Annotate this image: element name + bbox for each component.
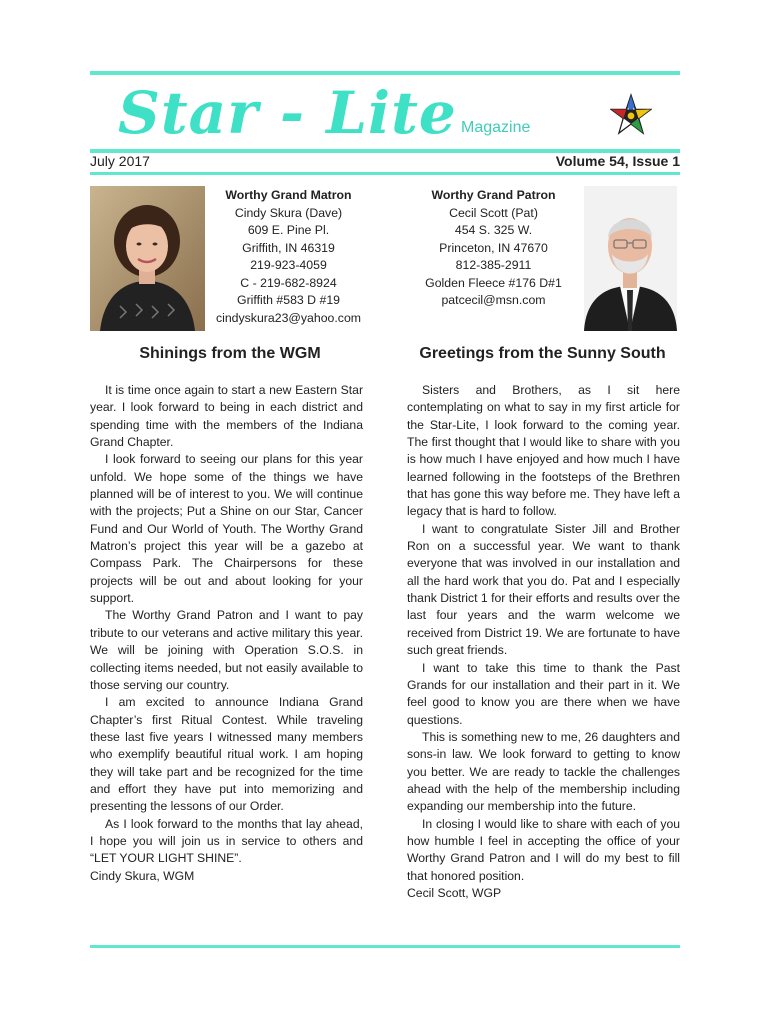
wgm-paragraph: I am excited to announce Indiana Grand Chapter’s first Ritual Contest. While traveling these last five years I witnessed many members who exemplify beautiful ritual work. I am hoping they will take part and be recognized for the time and effort they have put into memorizing and presenting the lessons of our Order. (90, 695, 363, 814)
wgp-article-heading: Greetings from the Sunny South (419, 345, 666, 362)
wgm-email: cindyskura23@yahoo.com (215, 310, 362, 325)
wgp-paragraph: This is something new to me, 26 daughters and sons-in law. We look forward to getting to know you better. We are ready to tackle the challenges ahead with the help of the membership including expanding our membership into the future. (407, 729, 680, 814)
wgm-cell: C - 219-682-8924 (240, 275, 337, 290)
wgp-street: 454 S. 325 W. (454, 223, 533, 237)
wgp-paragraph: I want to congratulate Sister Jill and Brother Ron on a successful year. We want to thank everyone that was involved in our installation and all the hard work that you do. Pat and I especially thank District 1 for their efforts and results over the last four years and the warm welcome we received from District 19. We are fortunate to have such great friends. (407, 521, 680, 658)
masthead-title: Star - Lite (118, 79, 457, 147)
wgp-article-body (407, 382, 680, 902)
wgm-paragraph: I look forward to seeing our plans for this year unfold. We hope some of the things we have planned will be of interest to you. We will continue with the projects; Put a Shine on our Star, Cancer Fund and Our World of Youth. The Worthy Grand Matron’s project this year will be a gazebo at Compass Park. The Chairpersons for these projects will be out and about looking for your support. (90, 452, 363, 606)
wgm-article-body (90, 382, 363, 885)
wgm-contact-block (207, 187, 370, 327)
wgm-phone: 219-923-4059 (250, 258, 327, 272)
wgm-title: Worthy Grand Matron (225, 188, 352, 202)
eastern-star-emblem-icon (610, 93, 652, 137)
wgm-paragraph: The Worthy Grand Patron and I want to pay tribute to our veterans and active military this year. We will be joining with Operation S.O.S. in collecting items needed, but not easily available to those serving our country. (90, 608, 363, 692)
wgm-street: 609 E. Pine Pl. (247, 223, 330, 237)
issue-date: July 2017 (90, 153, 150, 169)
wgp-title: Worthy Grand Patron (431, 188, 556, 202)
wgp-city: Princeton, IN 47670 (439, 240, 548, 255)
dateline-rule (90, 172, 680, 175)
wgp-signature: Cecil Scott, WGP (407, 885, 502, 900)
wgm-portrait (90, 186, 205, 331)
masthead-top-rule (90, 71, 680, 75)
wgp-paragraph: In closing I would like to share with each of you how humble I feel in accepting the office of your Worthy Grand Patron and I will do my best to fill that honored position. (407, 816, 680, 883)
wgm-article-heading: Shinings from the WGM (139, 345, 321, 362)
wgm-paragraph: As I look forward to the months that lay ahead, I hope you will join us in service to others and “LET YOUR LIGHT SHINE”. (90, 816, 363, 866)
wgm-city: Griffith, IN 46319 (242, 240, 335, 255)
wgm-paragraph: It is time once again to start a new Eastern Star year. I look forward to being in each district and spending time with the members of the Indiana Grand Chapter. (90, 383, 363, 450)
wgm-chapter: Griffith #583 D #19 (237, 293, 340, 307)
wgp-email: patcecil@msn.com (441, 293, 546, 307)
wgp-portrait (584, 186, 677, 331)
masthead-subtitle: Magazine (461, 119, 531, 136)
wgp-phone: 812-385-2911 (455, 258, 532, 272)
wgp-paragraph: Sisters and Brothers, as I sit here contemplating on what to say in my first article for the Star-Lite, I look forward to the coming year. The first thought that I would like to share with you is how much I have enjoyed and how much I have learned following in the footsteps of the Brethren that has gone this way before me. They have left a legacy that is hard to follow. (407, 383, 680, 519)
footer-rule (90, 945, 680, 948)
wgp-contact-block (405, 187, 582, 310)
wgp-name: Cecil Scott (Pat) (449, 205, 538, 220)
wgm-signature: Cindy Skura, WGM (90, 868, 195, 883)
wgp-chapter: Golden Fleece #176 D#1 (425, 275, 562, 290)
wgp-paragraph: I want to take this time to thank the Past Grands for our installation and their part in it. We feel good to know you are there when we have questions. (407, 660, 680, 727)
issue-volume: Volume 54, Issue 1 (555, 153, 680, 169)
wgm-name: Cindy Skura (Dave) (234, 205, 343, 220)
